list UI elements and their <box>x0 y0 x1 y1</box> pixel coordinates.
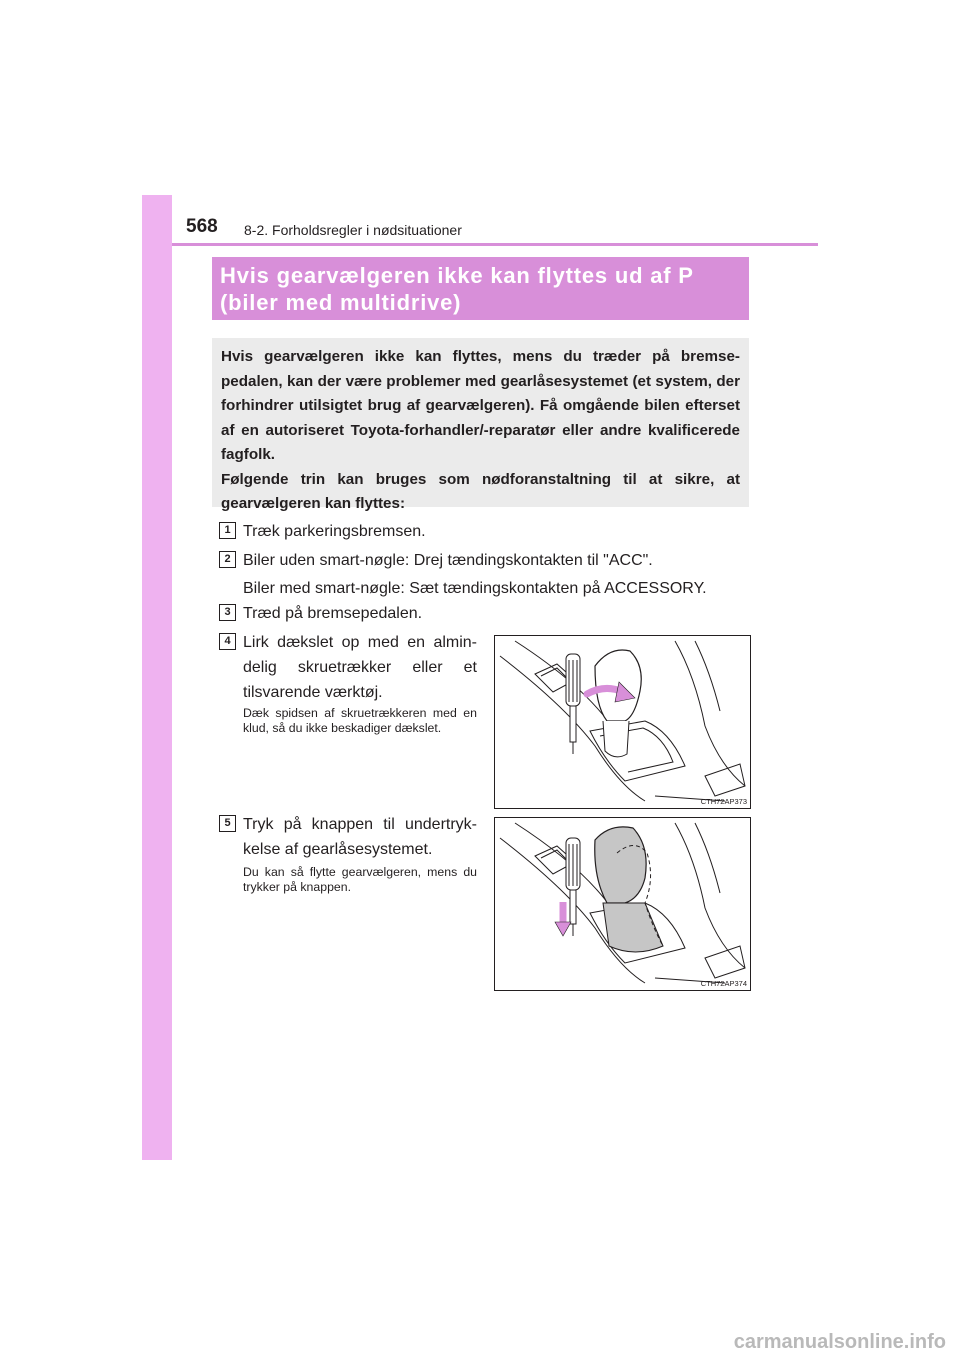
step-number-5: 5 <box>219 815 236 832</box>
intro-text: Hvis gearvælgeren ikke kan flyttes, mens du træder på bremse-pedalen, kan der være problemer med gearlåsesystemet (et system, der forhindrer utilsigtet brug af gearvælgeren). Få omgående bilen efterset af en autoriseret Toyota-forhandler/-reparatør eller andre kvalificerede fagfolk. <box>221 348 740 463</box>
intro-text-2: Følgende trin kan bruges som nødforanstaltning til at sikre, at gearvælgeren kan flyttes: <box>221 470 740 512</box>
figure-code-2: CTH72AP374 <box>700 979 747 988</box>
step-note-4: Dæk spidsen af skruetrækkeren med en klud, så du ikke beskadiger dækslet. <box>243 706 477 735</box>
lever-boot <box>603 721 629 757</box>
console-button <box>705 764 745 796</box>
heading-line-2: (biler med multidrive) <box>220 290 462 315</box>
step-number-2: 2 <box>219 551 236 568</box>
step-text-5: Tryk på knappen til undertryk-kelse af gearlåsesystemet. <box>243 816 477 858</box>
figure-lever-cover <box>494 635 751 809</box>
step-text-4: Lirk dækslet op med en almin-delig skruetrækker eller et tilsvarende værktøj. <box>243 634 477 701</box>
figure-2-drawing <box>495 818 750 990</box>
chapter-side-tab <box>142 195 172 1160</box>
watermark: carmanualsonline.info <box>733 1331 946 1353</box>
step-number-1: 1 <box>219 522 236 539</box>
header-rule <box>172 243 818 246</box>
screwdriver <box>566 838 580 936</box>
console-edge-right <box>675 823 745 968</box>
push-arrow-head <box>555 922 571 936</box>
step-text-2b: Biler med smart-nøgle: Sæt tændingskontakten på ACCESSORY. <box>243 580 707 597</box>
page-number: 568 <box>186 216 218 237</box>
step-note-5: Du kan så flytte gearvælgeren, mens du trykker på knappen. <box>243 865 477 894</box>
step-text-2: Biler uden smart-nøgle: Drej tændingskontakten til "ACC". <box>243 552 653 569</box>
step-text-1: Træk parkeringsbremsen. <box>243 523 426 540</box>
console-button <box>705 946 745 978</box>
intro-box <box>212 338 749 512</box>
heading-box <box>212 257 749 320</box>
section-title: 8-2. Forholdsregler i nødsituationer <box>244 222 462 238</box>
figure-code-1: CTH72AP373 <box>700 797 747 806</box>
figure-lock-release <box>494 817 751 991</box>
lever-boot <box>603 903 663 952</box>
screwdriver <box>566 654 580 754</box>
step-number-4: 4 <box>219 633 236 650</box>
step-text-3: Træd på bremsepedalen. <box>243 605 423 622</box>
figure-1-drawing <box>495 636 750 808</box>
console-edge-right <box>675 641 745 786</box>
shift-knob <box>595 827 646 903</box>
step-number-3: 3 <box>219 604 236 621</box>
heading-line-1: Hvis gearvælgeren ikke kan flyttes ud af P <box>220 263 694 288</box>
